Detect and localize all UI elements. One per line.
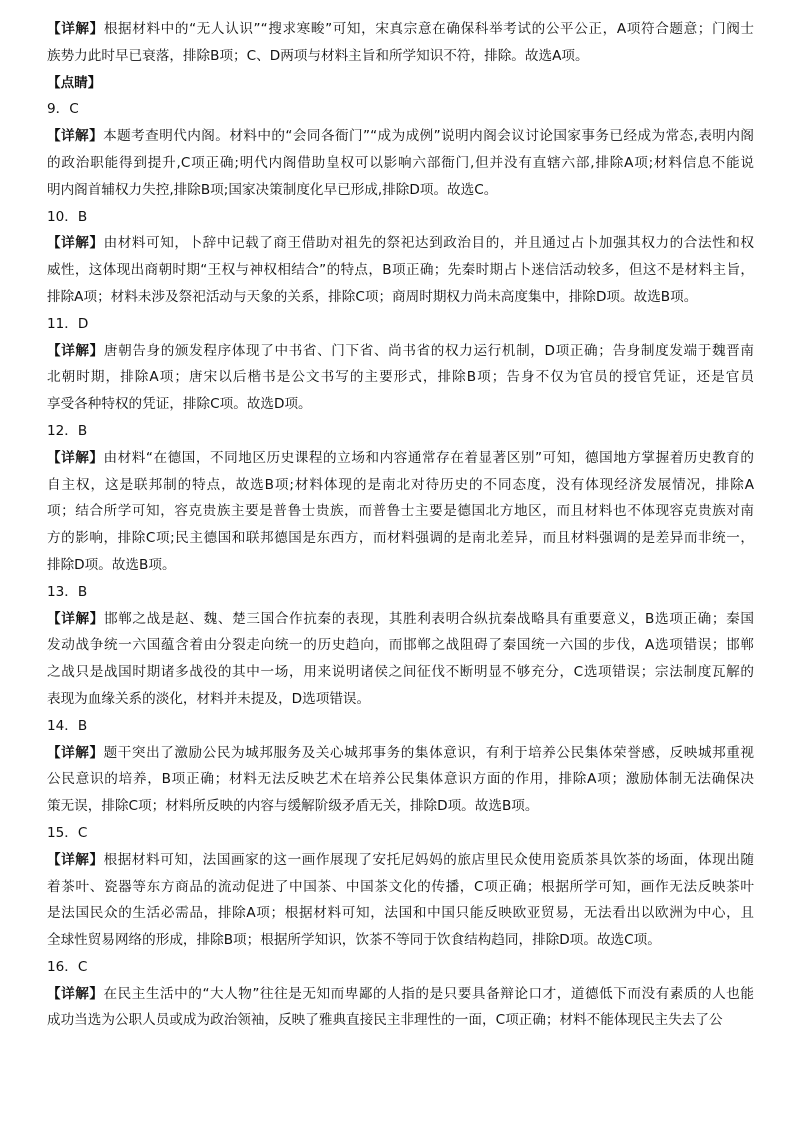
explanation-paragraph (47, 338, 754, 418)
question-number: 12．B (47, 422, 88, 439)
paragraph-line (47, 632, 754, 659)
paragraph-text: 邯郸之战是赵、魏、楚三国合作抗秦的表现，其胜利表明合纵抗秦战略具有重要意义，B选项正确；秦国 (103, 610, 754, 627)
question-number: 16．C (47, 958, 88, 975)
paragraph-line (47, 230, 754, 257)
paragraph-text: 自主权，这是联邦制的特点，故选B项;材料体现的是南北对待历史的不同态度，没有体现经济发展情况，排除A (47, 476, 754, 493)
question-number: 14．B (47, 717, 88, 734)
paragraph-text: 着茶叶、瓷器等东方商品的流动促进了中国茶、中国茶文化的传播，C项正确；根据所学可知，画作无法反映茶叶 (47, 878, 754, 895)
explanation-paragraph (47, 445, 754, 579)
paragraph-line (47, 445, 754, 472)
paragraph-line (47, 284, 754, 311)
paragraph-text: 唐朝告身的颁发程序体现了中书省、门下省、尚书省的权力运行机制，D项正确；告身制度发端于魏晋南 (103, 342, 754, 359)
paragraph-text: 公民意识的培养，B项正确；材料无法反映艺术在培养公民集体意识方面的作用，排除A项；激励体制无法确保决 (47, 771, 754, 788)
paragraph-text: 北朝时期，排除A项；唐宋以后楷书是公文书写的主要形式，排除B项；告身不仅为官员的授官凭证，还是官员 (47, 369, 754, 386)
paragraph-line (47, 874, 754, 901)
paragraph-text: 发动战争统一六国蕴含着由分裂走向统一的历史趋向，而邯郸之战阻碍了秦国统一六国的步伐，A选项错误；邯郸 (47, 637, 754, 654)
paragraph-line (47, 927, 754, 954)
paragraph-line (47, 793, 754, 820)
section-label: 【点睛】 (47, 74, 102, 91)
paragraph-text: 明内阁首辅权力失控,排除B项;国家决策制度化早已形成,排除D项。故选C。 (47, 181, 498, 198)
paragraph-text: 威性，这体现出商朝时期“王权与神权相结合”的特点，B项正确；先秦时期占卜迷信活动较多，但这不是材料主旨， (47, 262, 754, 279)
paragraph-text: 排除D项。故选B项。 (47, 556, 176, 573)
paragraph-line (47, 686, 754, 713)
paragraph-line (47, 740, 754, 767)
explanation-tag: 【详解】 (47, 744, 104, 761)
paragraph-text: 成功当选为公职人员或成为政治领袖，反映了雅典直接民主非理性的一面，C项正确；材料不能体现民主失去了公 (47, 1012, 723, 1029)
explanation-paragraph (47, 230, 754, 310)
explanation-paragraph (47, 847, 754, 954)
paragraph-text: 根据材料可知，法国画家的这一画作展现了安托尼妈妈的旅店里民众使用瓷质茶具饮茶的场面，体现出随 (103, 851, 754, 868)
explanation-tag: 【详解】 (47, 449, 104, 466)
paragraph-line (47, 391, 754, 418)
paragraph-text: 全球性贸易网络的形成，排除B项；根据所学知识，饮茶不等同于饮食结构趋同，排除D项。故选C项。 (47, 932, 661, 949)
paragraph-line (47, 150, 754, 177)
explanation-paragraph (47, 16, 754, 70)
paragraph-line (47, 472, 754, 499)
paragraph-line (47, 766, 754, 793)
paragraph-text: 项；结合所学可知，容克贵族主要是普鲁士贵族，而普鲁士主要是德国北方地区，而且材料也不体现容克贵族对南 (47, 503, 754, 520)
paragraph-text: 策无误，排除C项；材料所反映的内容与缓解阶级矛盾无关，排除D项。故选B项。 (47, 798, 539, 815)
explanation-paragraph (47, 606, 754, 713)
paragraph-line (47, 659, 754, 686)
paragraph-text: 排除A项；材料未涉及祭祀活动与天象的关系，排除C项；商周时期权力尚未高度集中，排除D项。故选B项。 (47, 288, 698, 305)
paragraph-line (47, 123, 754, 150)
question-number: 10．B (47, 208, 88, 225)
paragraph-text: 本题考查明代内阁。材料中的“会同各衙门”“成为成例”说明内阁会议讨论国家事务已经成为常态,表明内阁 (103, 128, 754, 145)
paragraph-text: 在民主生活中的“大人物”往往是无知而卑鄙的人指的是只要具备辩论口才，道德低下而没有素质的人也能 (103, 985, 754, 1002)
paragraph-text: 表现为血缘关系的淡化，材料并未提及，D选项错误。 (47, 690, 371, 707)
paragraph-text: 之战只是战国时期诸多战役的其中一场，用来说明诸侯之间征伐不断明显不够充分，C选项错误；宗法制度瓦解的 (47, 664, 754, 681)
paragraph-line (47, 498, 754, 525)
explanation-tag: 【详解】 (47, 21, 104, 37)
explanation-tag: 【详解】 (47, 235, 104, 252)
explanation-paragraph (47, 740, 754, 820)
paragraph-text: 方的影响，排除C项;民主德国和联邦德国是东西方，而材料强调的是南北差异，而且材料强调的是差异而非统一， (47, 530, 754, 547)
paragraph-line (47, 364, 754, 391)
explanation-paragraph (47, 123, 754, 203)
paragraph-text: 由材料“在德国，不同地区历史课程的立场和内容通常存在着显著区别”可知，德国地方掌握着历史教育的 (103, 449, 754, 466)
paragraph-line (47, 900, 754, 927)
question-number: 13．B (47, 583, 88, 600)
explanation-tag: 【详解】 (47, 128, 104, 145)
paragraph-line (47, 177, 754, 204)
paragraph-text: 享受各种特权的凭证，排除C项。故选D项。 (47, 396, 312, 413)
paragraph-text: 根据材料中的“无人认识”“搜求寒畯”可知，宋真宗意在确保科举考试的公平公正，A项符合题意；门阀士 (103, 21, 754, 37)
paragraph-line (47, 16, 754, 43)
question-number: 11．D (47, 315, 89, 332)
explanation-tag: 【详解】 (47, 342, 104, 359)
question-number: 15．C (47, 824, 88, 841)
explanation-paragraph (47, 981, 754, 1035)
paragraph-text: 题干突出了激励公民为城邦服务及关心城邦事务的集体意识，有利于培养公民集体荣誉感，反映城邦重视 (103, 744, 754, 761)
question-number: 9．C (47, 101, 79, 118)
paragraph-line (47, 552, 754, 579)
paragraph-line (47, 43, 754, 70)
explanation-tag: 【详解】 (47, 610, 104, 627)
paragraph-text: 是法国民众的生活必需品，排除A项；根据材料可知，法国和中国只能反映欧亚贸易，无法看出以欧洲为中心，且 (47, 905, 754, 922)
explanation-tag: 【详解】 (47, 851, 104, 868)
explanation-tag: 【详解】 (47, 985, 104, 1002)
paragraph-line (47, 525, 754, 552)
paragraph-text: 由材料可知，卜辞中记载了商王借助对祖先的祭祀达到政治目的，并且通过占卜加强其权力的合法性和权 (103, 235, 754, 252)
paragraph-text: 的政治职能得到提升,C项正确;明代内阁借助皇权可以影响六部衙门,但并没有直辖六部,排除A项;材料信息不能说 (47, 154, 754, 171)
paragraph-line (47, 981, 754, 1008)
paragraph-line (47, 606, 754, 633)
paragraph-line (47, 847, 754, 874)
paragraph-line (47, 1007, 754, 1034)
paragraph-line (47, 338, 754, 365)
paragraph-text: 族势力此时早已衰落，排除B项；C、D两项与材料主旨和所学知识不符，排除。故选A项。 (47, 47, 589, 64)
paragraph-line (47, 257, 754, 284)
